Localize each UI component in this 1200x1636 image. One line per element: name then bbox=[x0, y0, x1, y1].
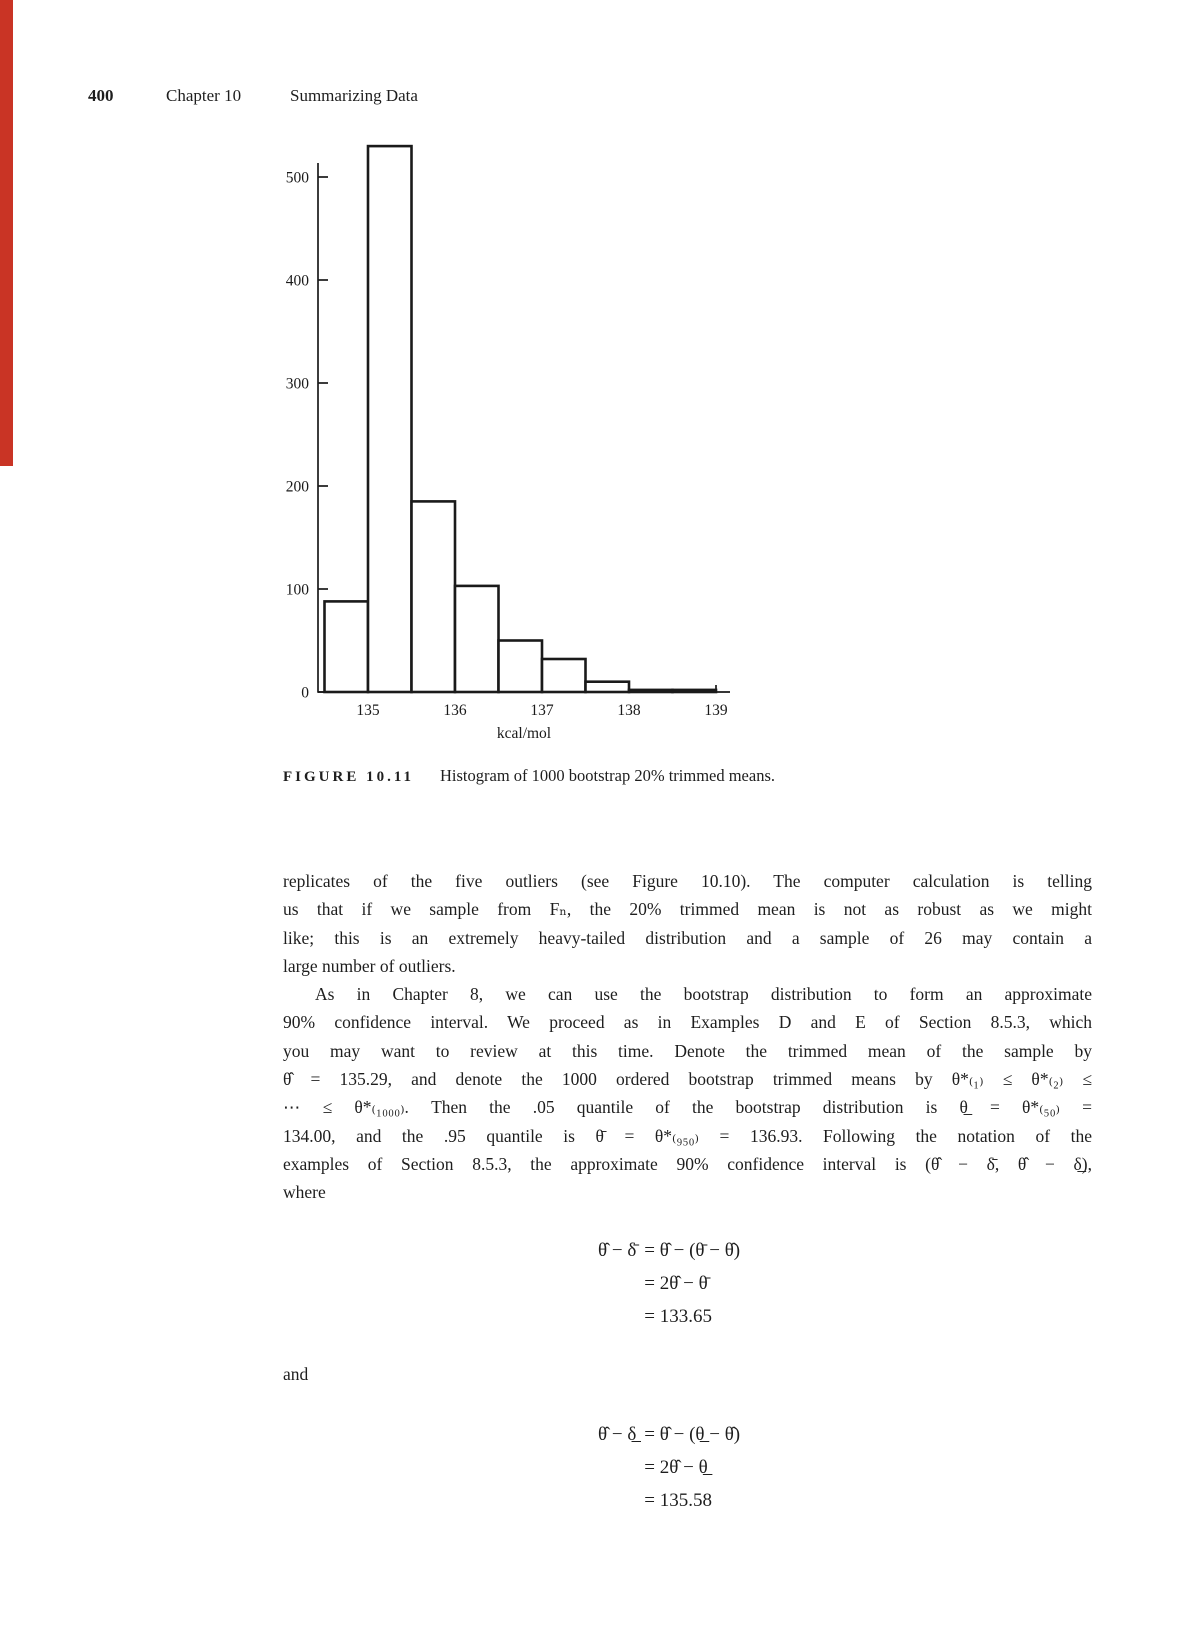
equation-line: = 135.58 bbox=[644, 1490, 712, 1511]
y-tick-label: 100 bbox=[285, 581, 309, 599]
y-tick-label: 200 bbox=[285, 478, 309, 496]
figure-caption-label: FIGURE 10.11 bbox=[283, 769, 415, 785]
body-line: ⋯ ≤ θ*₍₁₀₀₀₎. Then the .05 quantile of the bootstrap distribution is θ̲ = θ*₍₅₀₎ = bbox=[283, 1097, 1092, 1118]
equation-lhs: θ̂ − δ̲ bbox=[598, 1424, 637, 1445]
equation-line: = 2θ̂ − θ̄ bbox=[644, 1273, 708, 1294]
body-line: replicates of the five outliers (see Figure 10.10). The computer calculation is telling bbox=[283, 871, 1092, 891]
equation-block-1 bbox=[598, 1240, 740, 1328]
page-number: 400 bbox=[88, 86, 114, 105]
body-line: like; this is an extremely heavy-tailed distribution and a sample of 26 may contain a bbox=[283, 927, 1092, 948]
y-tick-label: 400 bbox=[285, 272, 309, 290]
x-tick-label: 138 bbox=[617, 702, 641, 719]
histogram-bar bbox=[542, 659, 586, 692]
equation-lhs: θ̂ − δ̄ bbox=[598, 1240, 637, 1261]
body-line: where bbox=[283, 1182, 326, 1203]
y-tick-label: 300 bbox=[285, 375, 309, 393]
body-line: us that if we sample from Fₙ, the 20% trimmed mean is not as robust as we might bbox=[283, 899, 1092, 920]
histogram-figure bbox=[260, 125, 750, 765]
body-line: large number of outliers. bbox=[283, 955, 456, 976]
x-tick-label: 139 bbox=[704, 702, 728, 719]
y-tick-label: 0 bbox=[301, 684, 309, 702]
x-axis-label: kcal/mol bbox=[496, 725, 552, 742]
figure-caption-text: Histogram of 1000 bootstrap 20% trimmed means. bbox=[440, 766, 776, 785]
connector-word: and bbox=[283, 1364, 309, 1384]
body-line: θ̂ = 135.29, and denote the 1000 ordered bootstrap trimmed means by θ*₍₁₎ ≤ θ*₍₂₎ ≤ bbox=[283, 1069, 1092, 1090]
histogram-bar bbox=[368, 146, 412, 692]
chapter-label: Chapter 10 bbox=[166, 86, 242, 105]
equation-line: = θ̂ − (θ̄ − θ̂) bbox=[644, 1240, 741, 1261]
page-edge-ribbon bbox=[0, 0, 13, 466]
histogram-svg bbox=[260, 125, 750, 765]
histogram-bar bbox=[455, 586, 499, 692]
figure-caption bbox=[283, 766, 1123, 786]
x-tick-label: 135 bbox=[356, 702, 380, 719]
histogram-bar bbox=[325, 601, 369, 692]
equation-block-2 bbox=[598, 1424, 740, 1512]
x-tick-label: 137 bbox=[530, 702, 554, 719]
histogram-bar bbox=[499, 641, 543, 693]
body-line: examples of Section 8.5.3, the approximate 90% confidence interval is (θ̂ − δ̄, θ̂ − δ̲), bbox=[283, 1153, 1092, 1174]
histogram-bar bbox=[586, 682, 630, 692]
body-text bbox=[283, 867, 1092, 1207]
body-line: 134.00, and the .95 quantile is θ̄ = θ*₍₉₅₀₎ = 136.93. Following the notation of the bbox=[283, 1125, 1092, 1146]
equation-line: = θ̂ − (θ̲ − θ̂) bbox=[644, 1424, 741, 1445]
body-line: As in Chapter 8, we can use the bootstrap distribution to form an approximate bbox=[315, 984, 1092, 1005]
body-line: you may want to review at this time. Denote the trimmed mean of the sample by bbox=[283, 1040, 1092, 1061]
equation-line: = 2θ̂ − θ̲ bbox=[644, 1457, 708, 1478]
y-tick-label: 500 bbox=[285, 169, 309, 187]
chapter-title: Summarizing Data bbox=[290, 86, 418, 105]
x-tick-label: 136 bbox=[443, 702, 467, 719]
body-line: 90% confidence interval. We proceed as in Examples D and E of Section 8.5.3, which bbox=[283, 1012, 1092, 1033]
histogram-bar bbox=[412, 501, 456, 692]
equation-line: = 133.65 bbox=[644, 1306, 712, 1327]
